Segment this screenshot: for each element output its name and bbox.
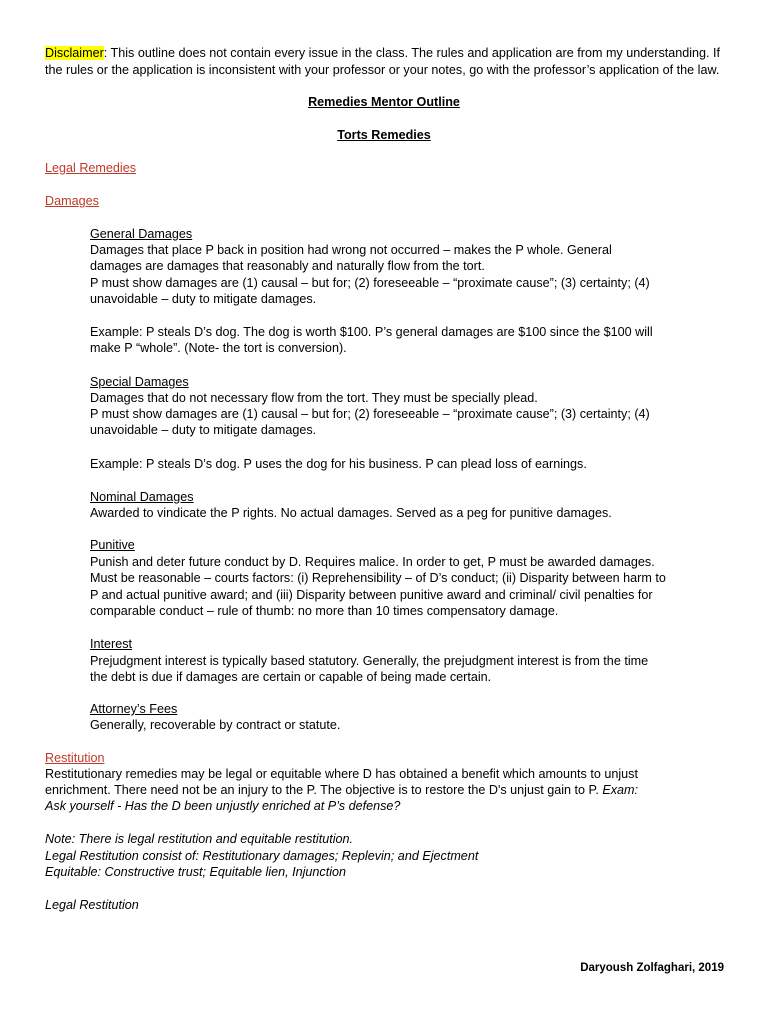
- interest-line-1: Prejudgment interest is typically based statutory. Generally, the prejudgment interest is from the time: [90, 654, 649, 668]
- attorney-fees-heading: Attorney’s Fees: [90, 702, 178, 716]
- general-example-2: make P “whole”. (Note- the tort is conversion).: [90, 341, 347, 355]
- main-title: Remedies Mentor Outline: [308, 95, 460, 109]
- restitution-heading: Restitution: [45, 751, 105, 765]
- punitive-heading: Punitive: [90, 538, 135, 552]
- special-line-3: unavoidable – duty to mitigate damages.: [90, 423, 317, 437]
- footer-author: Daryoush Zolfaghari, 2019: [580, 962, 724, 974]
- punitive-line-1: Punish and deter future conduct by D. Requires malice. In order to get, P must be awarded damages.: [90, 555, 655, 569]
- interest-line-2: the debt is due if damages are certain or capable of being made certain.: [90, 670, 492, 684]
- nominal-line: Awarded to vindicate the P rights. No actual damages. Served as a peg for punitive damages.: [90, 506, 612, 520]
- disclaimer-text-1: : This outline does not contain every issue in the class. The rules and application are from my understanding. If: [103, 46, 721, 60]
- interest-heading: Interest: [90, 637, 132, 651]
- disclaimer-line-2: the rules or the application is inconsistent with your professor or your notes, go with the professor’s application of the law.: [45, 63, 720, 77]
- damages-heading: Damages: [45, 194, 99, 208]
- punitive-line-2: Must be reasonable – courts factors: (i) Reprehensibility – of D’s conduct; (ii) Disparity between harm to: [90, 571, 666, 585]
- general-example-1: Example: P steals D’s dog. The dog is worth $100. P’s general damages are $100 since the $100 will: [90, 325, 653, 339]
- general-line-4: unavoidable – duty to mitigate damages.: [90, 292, 317, 306]
- restitution-line-2-text: enrichment. There need not be an injury to the P. The objective is to restore the D's unjust gain to P.: [45, 783, 603, 797]
- legal-remedies-heading: Legal Remedies: [45, 161, 137, 175]
- restitution-note-1: Note: There is legal restitution and equitable restitution.: [45, 832, 354, 846]
- punitive-line-4: comparable conduct – rule of thumb: no more than 10 times compensatory damage.: [90, 604, 559, 618]
- restitution-note-2: Legal Restitution consist of: Restitutionary damages; Replevin; and Ejectment: [45, 849, 479, 863]
- special-line-2: P must show damages are (1) causal – but for; (2) foreseeable – “proximate cause”; (3) certainty; (4): [90, 407, 650, 421]
- attorney-fees-line: Generally, recoverable by contract or statute.: [90, 718, 341, 732]
- punitive-line-3: P and actual punitive award; and (iii) Disparity between punitive award and criminal/ civil penalties for: [90, 588, 653, 602]
- special-damages-heading: Special Damages: [90, 375, 189, 389]
- general-line-1: Damages that place P back in position had wrong not occurred – makes the P whole. General: [90, 243, 612, 257]
- restitution-exam-label: Exam:: [602, 783, 639, 797]
- restitution-line-3: Ask yourself - Has the D been unjustly enriched at P’s defense?: [45, 799, 401, 813]
- sub-title: Torts Remedies: [337, 128, 431, 142]
- restitution-line-1: Restitutionary remedies may be legal or equitable where D has obtained a benefit which amounts to unjust: [45, 767, 638, 781]
- restitution-line-2: [45, 782, 638, 798]
- restitution-note-3: Equitable: Constructive trust; Equitable lien, Injunction: [45, 865, 347, 879]
- disclaimer-line-1: [45, 45, 720, 61]
- disclaimer-label: Disclaimer: [45, 46, 104, 60]
- general-line-3: P must show damages are (1) causal – but for; (2) foreseeable – “proximate cause”; (3) certainty; (4): [90, 276, 650, 290]
- nominal-damages-heading: Nominal Damages: [90, 490, 194, 504]
- special-line-1: Damages that do not necessary flow from the tort. They must be specially plead.: [90, 391, 538, 405]
- general-damages-heading: General Damages: [90, 227, 193, 241]
- legal-restitution-heading: Legal Restitution: [45, 898, 139, 912]
- general-line-2: damages are damages that reasonably and naturally flow from the tort.: [90, 259, 485, 273]
- special-example: Example: P steals D’s dog. P uses the dog for his business. P can plead loss of earnings.: [90, 457, 587, 471]
